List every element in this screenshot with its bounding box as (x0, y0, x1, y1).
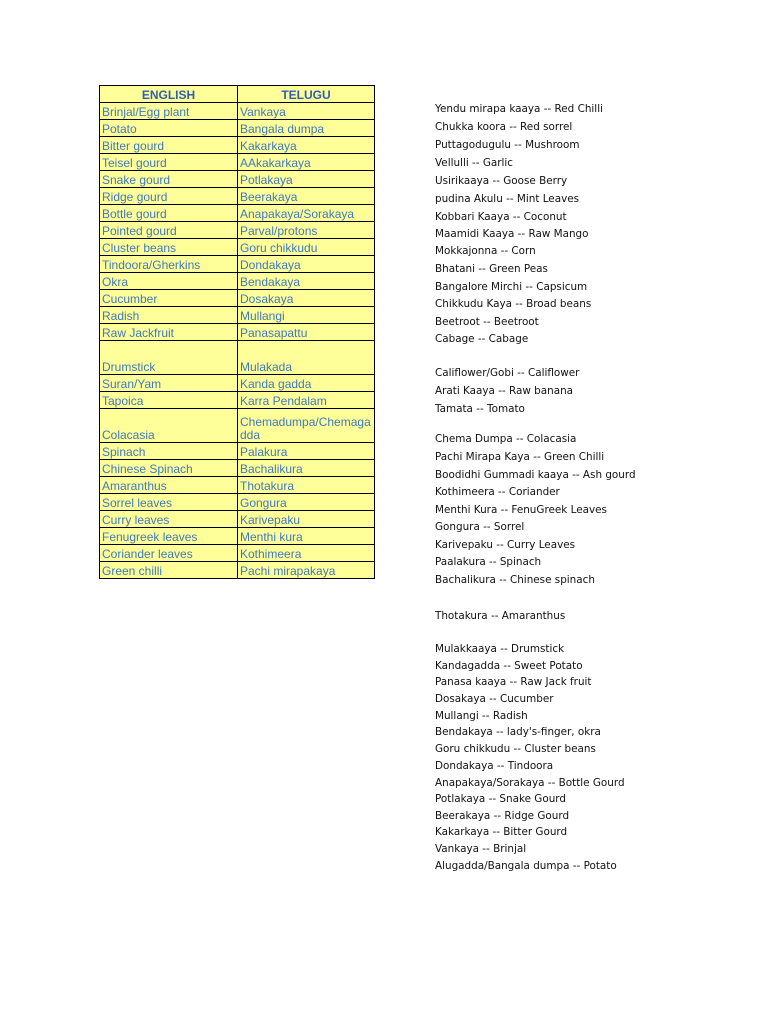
list-item: Paalakura -- Spinach (435, 556, 542, 568)
list-item: Bendakaya -- lady's-finger, okra (435, 726, 601, 738)
list-item: Chukka koora -- Red sorrel (435, 121, 573, 133)
list-item: Menthi Kura -- FenuGreek Leaves (435, 504, 607, 516)
english-cell: Spinach (100, 443, 238, 460)
list-item: pudina Akulu -- Mint Leaves (435, 193, 580, 205)
english-cell: Tindoora/Gherkins (100, 256, 238, 273)
list-item: Tamata -- Tomato (435, 403, 525, 415)
list-item: Califlower/Gobi -- Califlower (435, 367, 580, 379)
table-row (100, 324, 375, 341)
list-item: Puttagodugulu -- Mushroom (435, 139, 580, 151)
telugu-cell: Menthi kura (238, 528, 375, 545)
list-item: Dosakaya -- Cucumber (435, 693, 554, 705)
list-item: Beerakaya -- Ridge Gourd (435, 810, 570, 822)
table-row (100, 205, 375, 222)
table-row (100, 290, 375, 307)
english-cell: Snake gourd (100, 171, 238, 188)
table-row (100, 511, 375, 528)
table-row (100, 239, 375, 256)
table-row (100, 120, 375, 137)
list-item: Arati Kaaya -- Raw banana (435, 385, 574, 397)
column-header-english: ENGLISH (100, 86, 238, 103)
telugu-cell: Vankaya (238, 103, 375, 120)
list-item: Goru chikkudu -- Cluster beans (435, 743, 596, 755)
telugu-cell: Kakarkaya (238, 137, 375, 154)
english-cell: Teisel gourd (100, 154, 238, 171)
telugu-cell: Parval/protons (238, 222, 375, 239)
table-row (100, 103, 375, 120)
telugu-cell: Dondakaya (238, 256, 375, 273)
telugu-cell: Beerakaya (238, 188, 375, 205)
list-item: Mullangi -- Radish (435, 710, 528, 722)
telugu-cell: Thotakura (238, 477, 375, 494)
list-item: Cabage -- Cabage (435, 333, 529, 345)
list-item: Dondakaya -- Tindoora (435, 760, 554, 772)
table-row (100, 154, 375, 171)
list-item: Vankaya -- Brinjal (435, 843, 527, 855)
table-row (100, 392, 375, 409)
list-item: Beetroot -- Beetroot (435, 316, 539, 328)
list-item: Kakarkaya -- Bitter Gourd (435, 826, 568, 838)
telugu-cell: Mulakada (238, 341, 375, 375)
table-row (100, 528, 375, 545)
english-cell: Green chilli (100, 562, 238, 579)
telugu-cell: AAkakarkaya (238, 154, 375, 171)
table-row (100, 477, 375, 494)
list-item: Karivepaku -- Curry Leaves (435, 539, 576, 551)
list-item: Kothimeera -- Coriander (435, 486, 560, 498)
table-row (100, 409, 375, 443)
english-cell: Okra (100, 273, 238, 290)
english-cell: Sorrel leaves (100, 494, 238, 511)
telugu-cell: Pachi mirapakaya (238, 562, 375, 579)
english-cell: Coriander leaves (100, 545, 238, 562)
list-item: Potlakaya -- Snake Gourd (435, 793, 566, 805)
list-item: Chikkudu Kaya -- Broad beans (435, 298, 592, 310)
list-item: Bhatani -- Green Peas (435, 263, 548, 275)
english-cell: Curry leaves (100, 511, 238, 528)
telugu-cell: Bendakaya (238, 273, 375, 290)
telugu-cell: Palakura (238, 443, 375, 460)
english-cell: Tapoica (100, 392, 238, 409)
table-header-row (100, 86, 375, 103)
vegetable-table (99, 85, 375, 579)
list-item: Gongura -- Sorrel (435, 521, 525, 533)
english-cell: Pointed gourd (100, 222, 238, 239)
table-row (100, 273, 375, 290)
table-row (100, 545, 375, 562)
english-cell: Ridge gourd (100, 188, 238, 205)
table-row (100, 171, 375, 188)
telugu-english-list (435, 0, 636, 1024)
table-row (100, 460, 375, 477)
list-item: Yendu mirapa kaaya -- Red Chilli (435, 103, 603, 115)
table-row (100, 562, 375, 579)
table-row (100, 494, 375, 511)
list-item: Kandagadda -- Sweet Potato (435, 660, 583, 672)
english-cell: Radish (100, 307, 238, 324)
telugu-cell: Mullangi (238, 307, 375, 324)
telugu-cell: Kothimeera (238, 545, 375, 562)
list-item: Panasa kaaya -- Raw Jack fruit (435, 676, 592, 688)
list-item: Kobbari Kaaya -- Coconut (435, 211, 567, 223)
telugu-cell: Potlakaya (238, 171, 375, 188)
telugu-cell: Anapakaya/Sorakaya (238, 205, 375, 222)
english-cell: Brinjal/Egg plant (100, 103, 238, 120)
telugu-cell (238, 409, 375, 443)
telugu-cell: Goru chikkudu (238, 239, 375, 256)
telugu-cell: Gongura (238, 494, 375, 511)
english-cell: Bottle gourd (100, 205, 238, 222)
list-item: Boodidhi Gummadi kaaya -- Ash gourd (435, 469, 636, 481)
list-item: Pachi Mirapa Kaya -- Green Chilli (435, 451, 605, 463)
list-item: Mulakkaaya -- Drumstick (435, 643, 565, 655)
list-item: Chema Dumpa -- Colacasia (435, 433, 577, 445)
telugu-cell: Karivepaku (238, 511, 375, 528)
telugu-cell: Bangala dumpa (238, 120, 375, 137)
list-item: Mokkajonna -- Corn (435, 245, 536, 257)
telugu-cell: Dosakaya (238, 290, 375, 307)
table-row (100, 443, 375, 460)
list-item: Anapakaya/Sorakaya -- Bottle Gourd (435, 777, 625, 789)
telugu-cell-text: Chemadumpa/Chemaga dda (240, 415, 371, 442)
english-cell: Cluster beans (100, 239, 238, 256)
table-row (100, 188, 375, 205)
english-cell: Bitter gourd (100, 137, 238, 154)
telugu-cell: Karra Pendalam (238, 392, 375, 409)
list-item: Bachalikura -- Chinese spinach (435, 574, 595, 586)
table-row (100, 307, 375, 324)
english-cell: Suran/Yam (100, 375, 238, 392)
table-row (100, 137, 375, 154)
english-cell: Chinese Spinach (100, 460, 238, 477)
english-cell: Fenugreek leaves (100, 528, 238, 545)
table-row (100, 256, 375, 273)
telugu-cell: Kanda gadda (238, 375, 375, 392)
list-item: Alugadda/Bangala dumpa -- Potato (435, 860, 617, 872)
english-cell: Cucumber (100, 290, 238, 307)
list-item: Bangalore Mirchi -- Capsicum (435, 281, 588, 293)
list-item: Vellulli -- Garlic (435, 157, 513, 169)
english-cell: Potato (100, 120, 238, 137)
list-item: Maamidi Kaaya -- Raw Mango (435, 228, 589, 240)
table-row (100, 375, 375, 392)
table-row (100, 222, 375, 239)
english-cell: Drumstick (100, 341, 238, 375)
telugu-cell: Bachalikura (238, 460, 375, 477)
english-cell: Colacasia (100, 409, 238, 443)
list-item: Usirikaaya -- Goose Berry (435, 175, 568, 187)
english-cell: Amaranthus (100, 477, 238, 494)
column-header-telugu: TELUGU (238, 86, 375, 103)
english-cell: Raw Jackfruit (100, 324, 238, 341)
list-item: Thotakura -- Amaranthus (435, 610, 566, 622)
table-row (100, 341, 375, 375)
telugu-cell: Panasapattu (238, 324, 375, 341)
